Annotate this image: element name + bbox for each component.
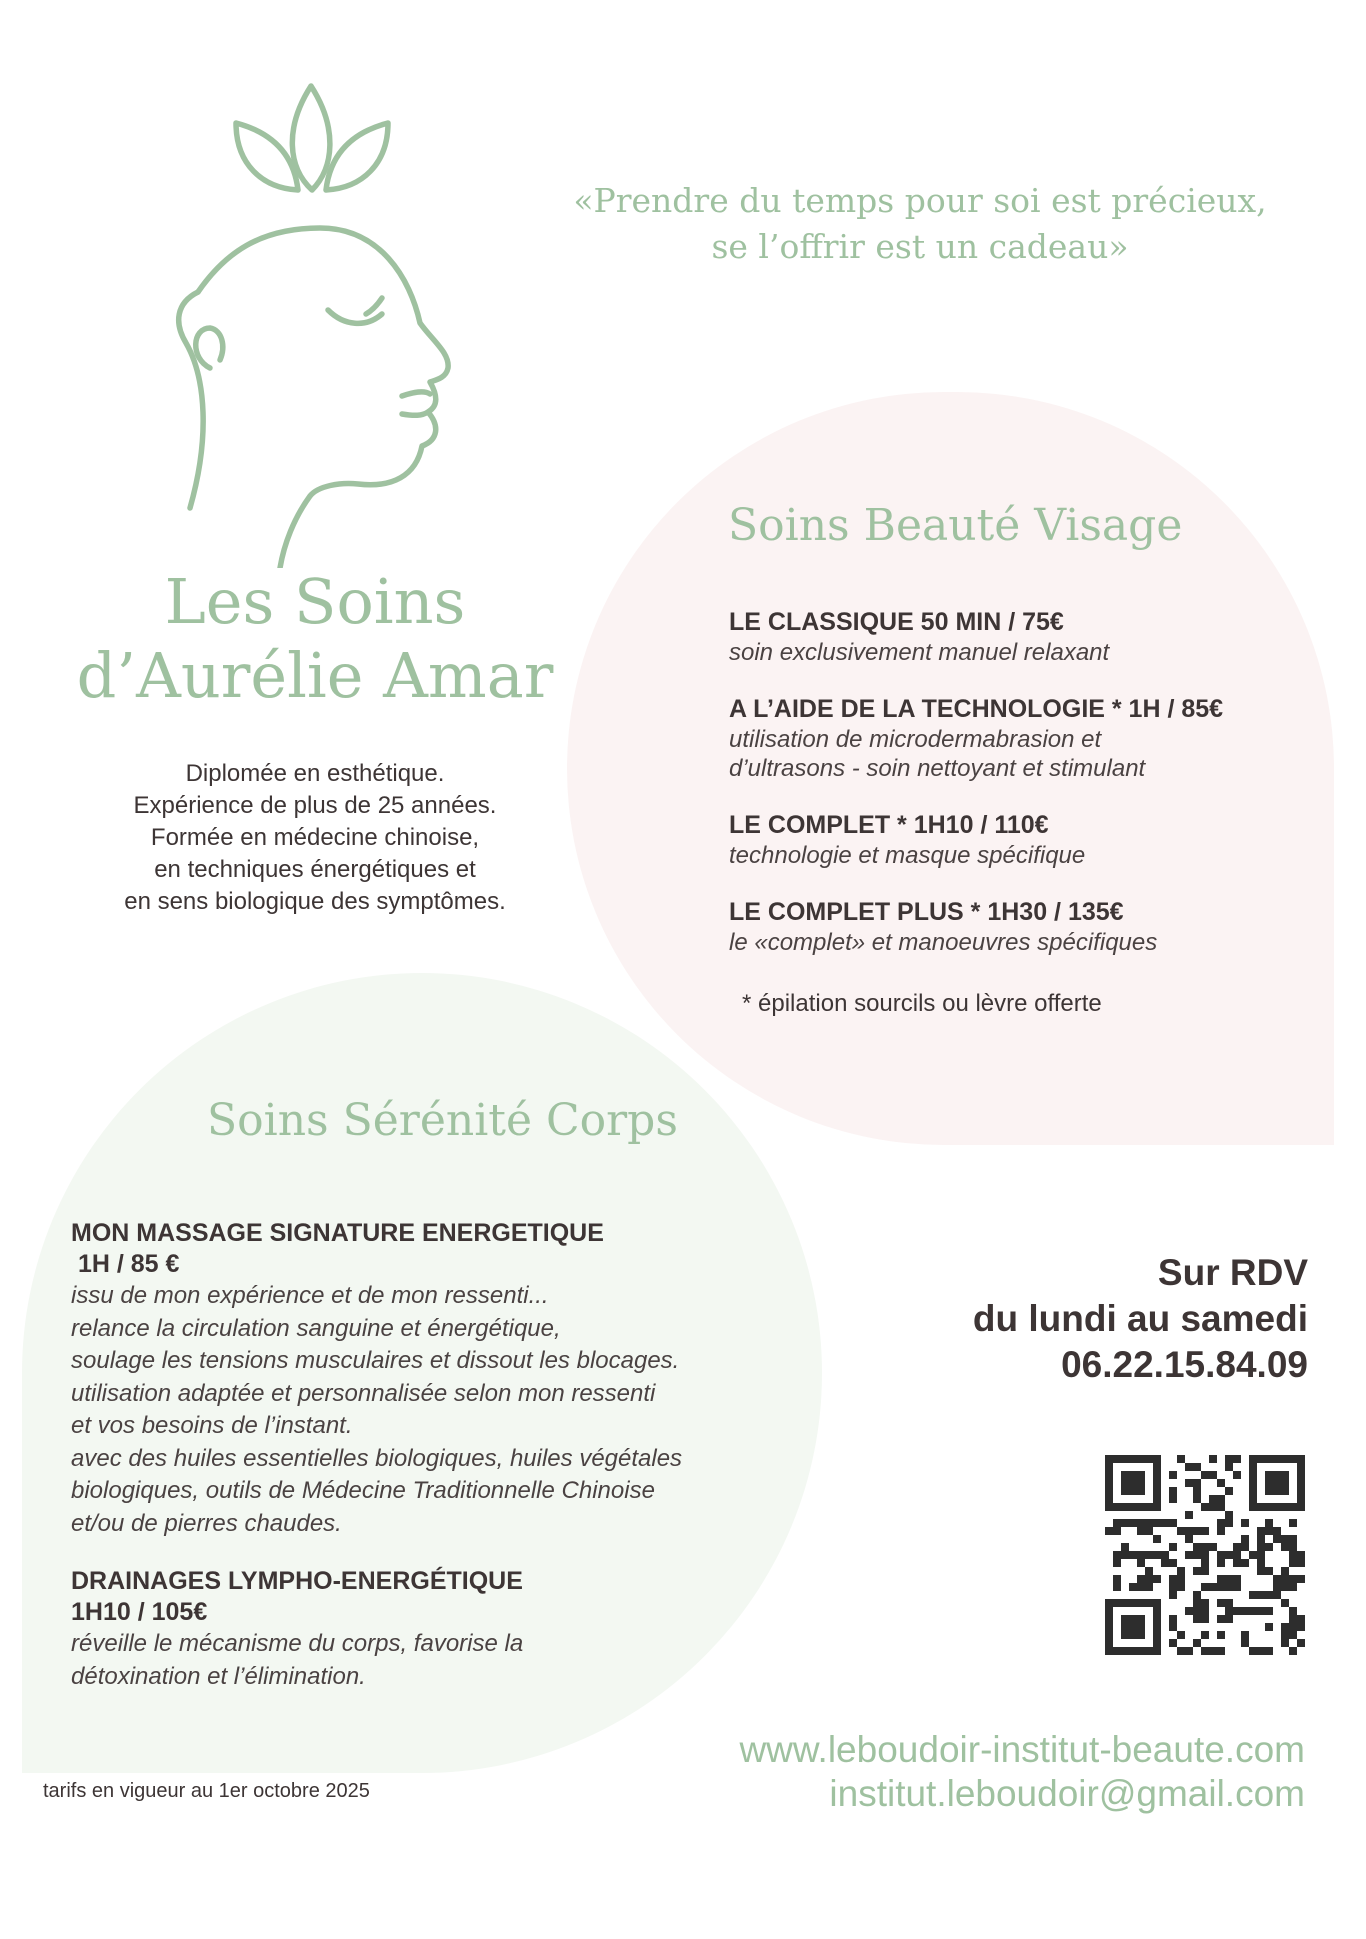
bio-text xyxy=(60,758,570,918)
visage-services-list xyxy=(729,607,1329,984)
tarifs-note: tarifs en vigueur au 1er octobre 2025 xyxy=(43,1780,370,1802)
service-desc: relance la circulation sanguine et énergétique, xyxy=(71,1314,561,1342)
service-desc: réveille le mécanisme du corps, favorise la xyxy=(71,1630,524,1657)
website-link[interactable]: www.leboudoir-institut-beaute.com xyxy=(739,1729,1305,1770)
opening-days: du lundi au samedi xyxy=(972,1298,1308,1339)
service-desc: soin exclusivement manuel relaxant xyxy=(729,639,1110,666)
service-price: 1H / 85 € xyxy=(71,1250,180,1278)
woman-face-lotus-icon xyxy=(170,78,460,568)
service-item xyxy=(729,810,1329,870)
service-desc: soulage les tensions musculaires et dissout les blocages. xyxy=(71,1347,680,1374)
bio-line: en techniques énergétiques et xyxy=(154,856,476,883)
service-item xyxy=(71,1566,811,1693)
qr-code-icon[interactable] xyxy=(1105,1455,1305,1655)
service-name: LE COMPLET * 1H10 / 110€ xyxy=(729,811,1049,839)
service-price: 1H10 / 105€ xyxy=(71,1598,208,1626)
corps-section-title: Soins Sérénité Corps xyxy=(207,1095,678,1146)
visage-footnote: * épilation sourcils ou lèvre offerte xyxy=(742,990,1102,1017)
quote xyxy=(550,178,1290,270)
service-name: LE CLASSIQUE 50 MIN / 75€ xyxy=(729,608,1064,636)
brand-line-2: d’Aurélie Amar xyxy=(76,639,554,712)
service-desc: avec des huiles essentielles biologiques, huiles végétales xyxy=(71,1444,683,1472)
corps-services-list xyxy=(71,1218,811,1719)
bio-line: Expérience de plus de 25 années. xyxy=(133,792,497,819)
service-desc: et/ou de pierres chaudes. xyxy=(71,1509,342,1537)
brand-name xyxy=(60,565,570,713)
service-desc: biologiques, outils de Médecine Traditionnelle Chinoise xyxy=(71,1477,655,1504)
bio-line: Formée en médecine chinoise, xyxy=(150,824,480,851)
service-desc: d’ultrasons - soin nettoyant et stimulant xyxy=(729,755,1146,782)
service-desc: le «complet» et manoeuvres spécifiques xyxy=(729,929,1158,956)
contact-block xyxy=(880,1250,1308,1388)
quote-line: «Prendre du temps pour soi est précieux, xyxy=(573,181,1267,220)
service-desc: détoxination et l’élimination. xyxy=(71,1662,366,1690)
service-item xyxy=(729,694,1329,783)
phone-number[interactable]: 06.22.15.84.09 xyxy=(1061,1344,1308,1385)
appointment-label: Sur RDV xyxy=(1157,1252,1308,1293)
service-desc: issu de mon expérience et de mon ressenti... xyxy=(71,1282,549,1309)
service-name: A L’AIDE DE LA TECHNOLOGIE * 1H / 85€ xyxy=(729,695,1224,723)
service-item xyxy=(71,1218,811,1540)
service-name: MON MASSAGE SIGNATURE ENERGETIQUE xyxy=(71,1219,604,1247)
quote-line: se l’offrir est un cadeau» xyxy=(711,227,1129,266)
visage-section-title: Soins Beauté Visage xyxy=(728,500,1183,551)
email-link[interactable]: institut.leboudoir@gmail.com xyxy=(829,1773,1305,1814)
bio-line: en sens biologique des symptômes. xyxy=(124,888,506,915)
service-desc: utilisation de microdermabrasion et xyxy=(729,726,1102,753)
brand-line-1: Les Soins xyxy=(164,565,466,638)
service-desc: et vos besoins de l’instant. xyxy=(71,1412,353,1439)
service-desc: technologie et masque spécifique xyxy=(729,842,1086,869)
service-item xyxy=(729,607,1329,667)
service-desc: utilisation adaptée et personnalisée selon mon ressenti xyxy=(71,1379,656,1407)
service-name: DRAINAGES LYMPHO-ENERGÉTIQUE xyxy=(71,1567,523,1595)
service-item xyxy=(729,897,1329,957)
service-name: LE COMPLET PLUS * 1H30 / 135€ xyxy=(729,898,1124,926)
bio-line: Diplomée en esthétique. xyxy=(185,760,445,787)
